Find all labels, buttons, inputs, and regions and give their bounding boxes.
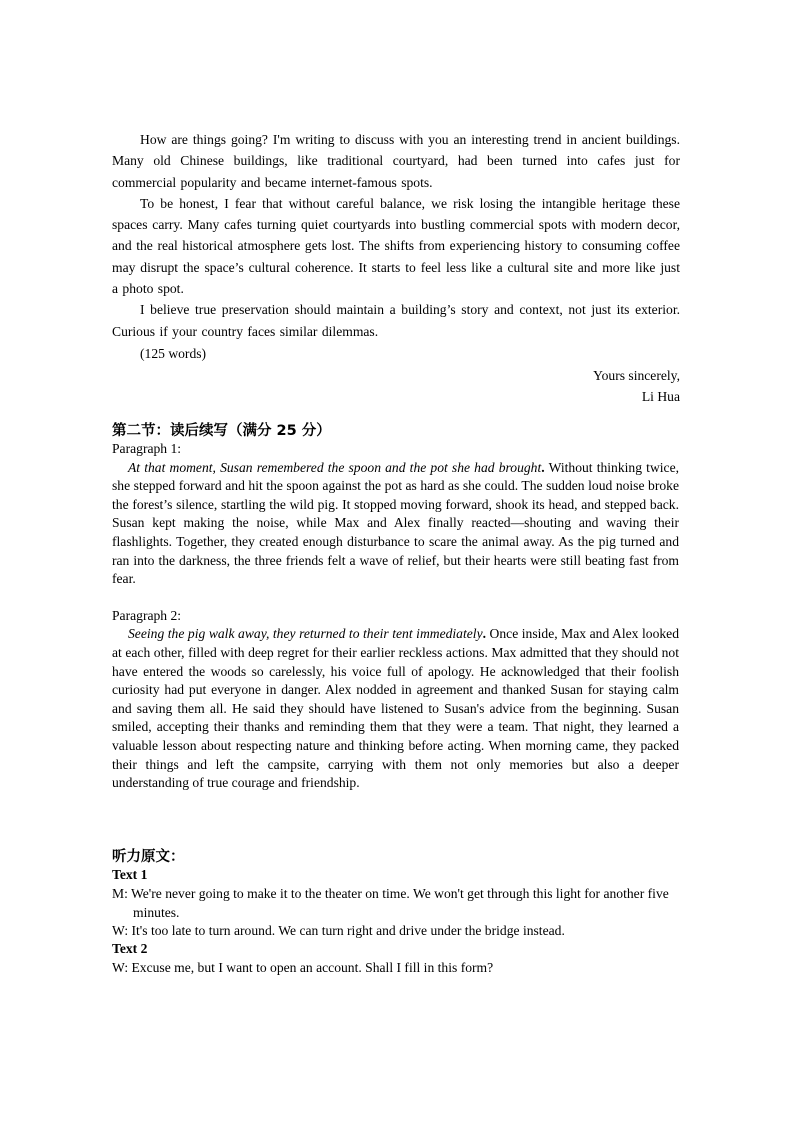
listening-title: 听力原文：	[112, 849, 185, 865]
letter-closing: Yours sincerely,	[593, 368, 680, 383]
paragraph-1-lead: At that moment, Susan remembered the spoon and the pot she had brought	[128, 459, 542, 475]
paragraph-2-lead: Seeing the pig walk away, they returned to their tent immediately	[128, 626, 483, 642]
letter-body	[112, 129, 680, 342]
paragraph-2-text	[112, 625, 679, 792]
paragraph-2-lead-end: .	[482, 626, 487, 642]
paragraph-1-label: Paragraph 1:	[112, 441, 182, 456]
word-count: (125 words)	[140, 346, 207, 361]
paragraph-1-lead-end: .	[541, 459, 545, 475]
text-1-woman-line: W: It's too late to turn around. We can turn right and drive under the bridge instead.	[112, 923, 565, 938]
paragraph-1-text	[112, 459, 679, 589]
text-2-woman-line: W: Excuse me, but I want to open an account. Shall I fill in this form?	[112, 960, 494, 975]
section-heading: 第二节：读后续写（满分 25 分）	[112, 423, 331, 439]
paragraph-2-label: Paragraph 2:	[112, 607, 182, 623]
letter-signature: Li Hua	[641, 389, 680, 404]
text-2-label: Text 2	[112, 941, 148, 956]
text-1-label: Text 1	[112, 867, 148, 882]
letter-paragraph-1: How are things going? I'm writing to discuss with you an interesting trend in ancient buildings. Many old Chinese buildings, like traditional courtyard, had been turned into cafes just for commercial popularity and became internet-famous spots.	[112, 132, 680, 190]
paragraph-2-body: Once inside, Max and Alex looked at each other, filled with deep regret for their earlier reckless actions. Max admitted that they should not have entered the woods so carelessly, his voice full of apology. He acknowledged that their foolish curiosity had put everyone in danger. Alex nodded in agreement and thanked Susan for staying calm and saving them all. He said they should have listened to Susan's advice from the beginning. Susan smiled, accepting their thanks and reminding them that they were a team. That night, they learned a valuable lesson about respecting nature and thinking before acting. When morning came, they packed their things and left the campsite, carrying with them not only memories but also a deeper understanding of true courage and friendship.	[112, 626, 679, 791]
letter-paragraph-2: To be honest, I fear that without careful balance, we risk losing the intangible heritage these spaces carry. Many cafes turning quiet courtyards into bustling commercial spots with modern decor, and the real historical atmosphere gets lost. The shifts from experiencing history to consuming coffee may disrupt the space’s cultural coherence. It starts to feel less like a cultural site and more like just a photo spot.	[112, 195, 680, 297]
paragraph-1-body: Without thinking twice, she stepped forward and hit the spoon against the pot as hard as she could. The sudden loud noise broke the forest’s silence, startling the wild pig. It stopped moving forward, shook its head, and stepped back. Susan kept making the noise, while Max and Alex finally reacted—shouting and waving their flashlights. Together, they created enough disturbance to scare the animal away. As the pig turned and ran into the darkness, the three friends felt a wave of relief, but their hearts were still beating fast from fear.	[112, 459, 680, 587]
text-1-man-line: M: We're never going to make it to the theater on time. We won't get through this light for another five minutes.	[112, 886, 669, 920]
letter-paragraph-3: I believe true preservation should maintain a building’s story and context, not just its exterior. Curious if your country faces similar dilemmas.	[112, 302, 680, 339]
continuation-writing	[112, 440, 679, 793]
